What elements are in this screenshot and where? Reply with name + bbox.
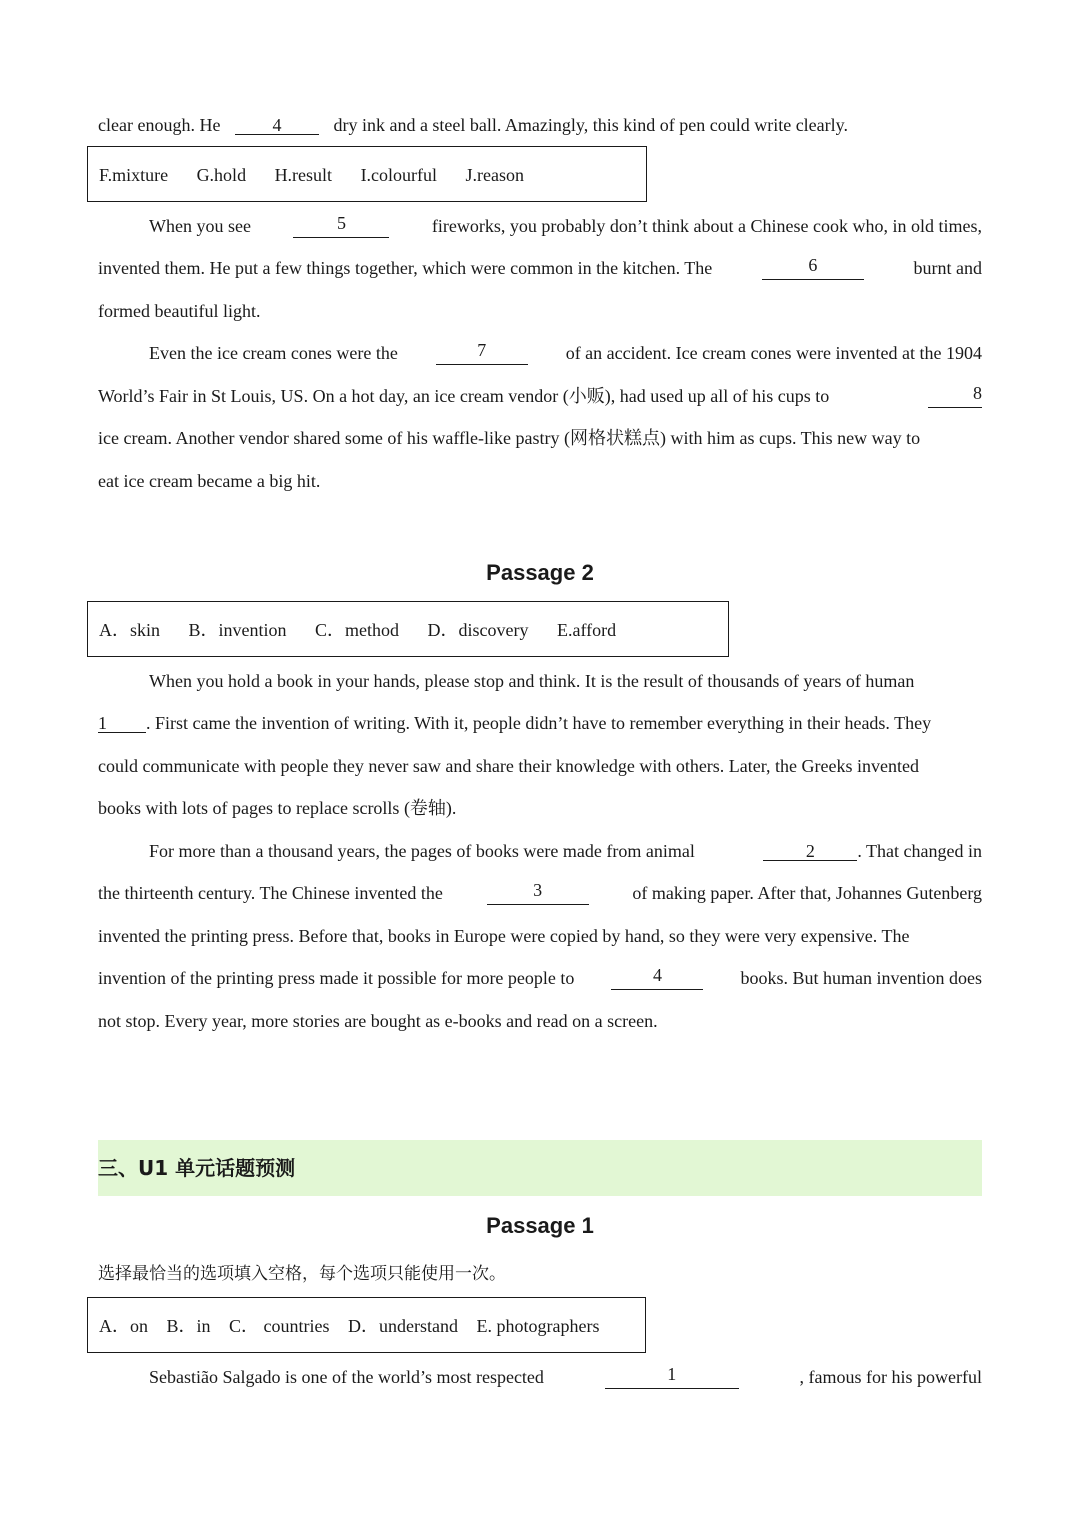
text-line: could communicate with people they never saw and share their knowledge with others. Later, the Greeks invented (98, 756, 920, 776)
word-bank-box (87, 1297, 646, 1353)
blank-4[interactable]: 4 (611, 966, 703, 990)
passage-2-title: Passage 2 (486, 560, 594, 585)
text-line: For more than a thousand years, the pages of books were made from animal 2 . That changed in (149, 841, 982, 861)
text-line: the thirteenth century. The Chinese invented the 3 of making paper. After that, Johannes Gutenberg (98, 880, 982, 903)
option-i: I.colourful (360, 165, 438, 185)
blank-7[interactable]: 7 (436, 341, 528, 365)
blank-3[interactable]: 3 (487, 881, 589, 905)
option-c: C． countries (229, 1316, 330, 1336)
text-line: invented the printing press. Before that, books in Europe were copied by hand, so they were very expensive. The (98, 926, 910, 946)
option-d: D．discovery (427, 620, 529, 640)
blank-4[interactable]: 4 (235, 116, 319, 135)
text-line: World’s Fair in St Louis, US. On a hot day, an ice cream vendor (小贩), had used up all of his cups to 8 (98, 383, 982, 406)
blank-2[interactable]: 2 (763, 842, 857, 861)
option-g: G.hold (196, 165, 247, 185)
word-bank-box (87, 146, 647, 202)
text-line: books with lots of pages to replace scrolls (卷轴). (98, 798, 457, 818)
option-h: H.result (274, 165, 333, 185)
text-line: 1 . First came the invention of writing. With it, people didn’t have to remember everything in their heads. They (98, 713, 932, 733)
text-line: When you hold a book in your hands, please stop and think. It is the result of thousands of years of human (149, 671, 915, 691)
option-a: A．on (99, 1316, 148, 1336)
word-bank-box (87, 601, 729, 657)
text-line: When you see 5 fireworks, you probably don’t think about a Chinese cook who, in old times, (149, 213, 982, 236)
blank-6[interactable]: 6 (762, 256, 864, 280)
text-line: Even the ice cream cones were the 7 of an accident. Ice cream cones were invented at the 1904 (149, 340, 982, 363)
option-e: E. photographers (476, 1316, 600, 1336)
option-j: J.reason (465, 165, 525, 185)
text-line: ice cream. Another vendor shared some of his waffle-like pastry (网格状糕点) with him as cups. This new way to (98, 428, 921, 448)
text-line: formed beautiful light. (98, 301, 261, 321)
instruction-text: 选择最恰当的选项填入空格，每个选项只能使用一次。 (98, 1264, 506, 1284)
blank-1[interactable]: 1 (98, 714, 146, 733)
option-a: A．skin (99, 620, 161, 640)
text-line: Sebastião Salgado is one of the world’s most respected 1 , famous for his powerful (149, 1364, 982, 1387)
text-line: invention of the printing press made it possible for more people to 4 books. But human invention does (98, 965, 982, 988)
text-line: eat ice cream became a big hit. (98, 471, 321, 491)
option-c: C．method (315, 620, 400, 640)
option-e: E.afford (557, 620, 617, 640)
section-title: 三、U1 单元话题预测 (98, 1156, 296, 1180)
passage-1-title: Passage 1 (486, 1213, 594, 1238)
blank-5[interactable]: 5 (293, 214, 389, 238)
option-d: D．understand (348, 1316, 458, 1336)
option-f: F.mixture (99, 165, 169, 185)
text-line: invented them. He put a few things together, which were common in the kitchen. The 6 burnt and (98, 255, 982, 278)
option-b: B．in (166, 1316, 211, 1336)
text-line: not stop. Every year, more stories are bought as e-books and read on a screen. (98, 1011, 658, 1031)
blank-1[interactable]: 1 (605, 1365, 739, 1389)
option-b: B．invention (188, 620, 287, 640)
blank-8[interactable]: 8 (928, 384, 982, 408)
text-line: clear enough. He 4 dry ink and a steel ball. Amazingly, this kind of pen could write clearly. (98, 115, 848, 135)
